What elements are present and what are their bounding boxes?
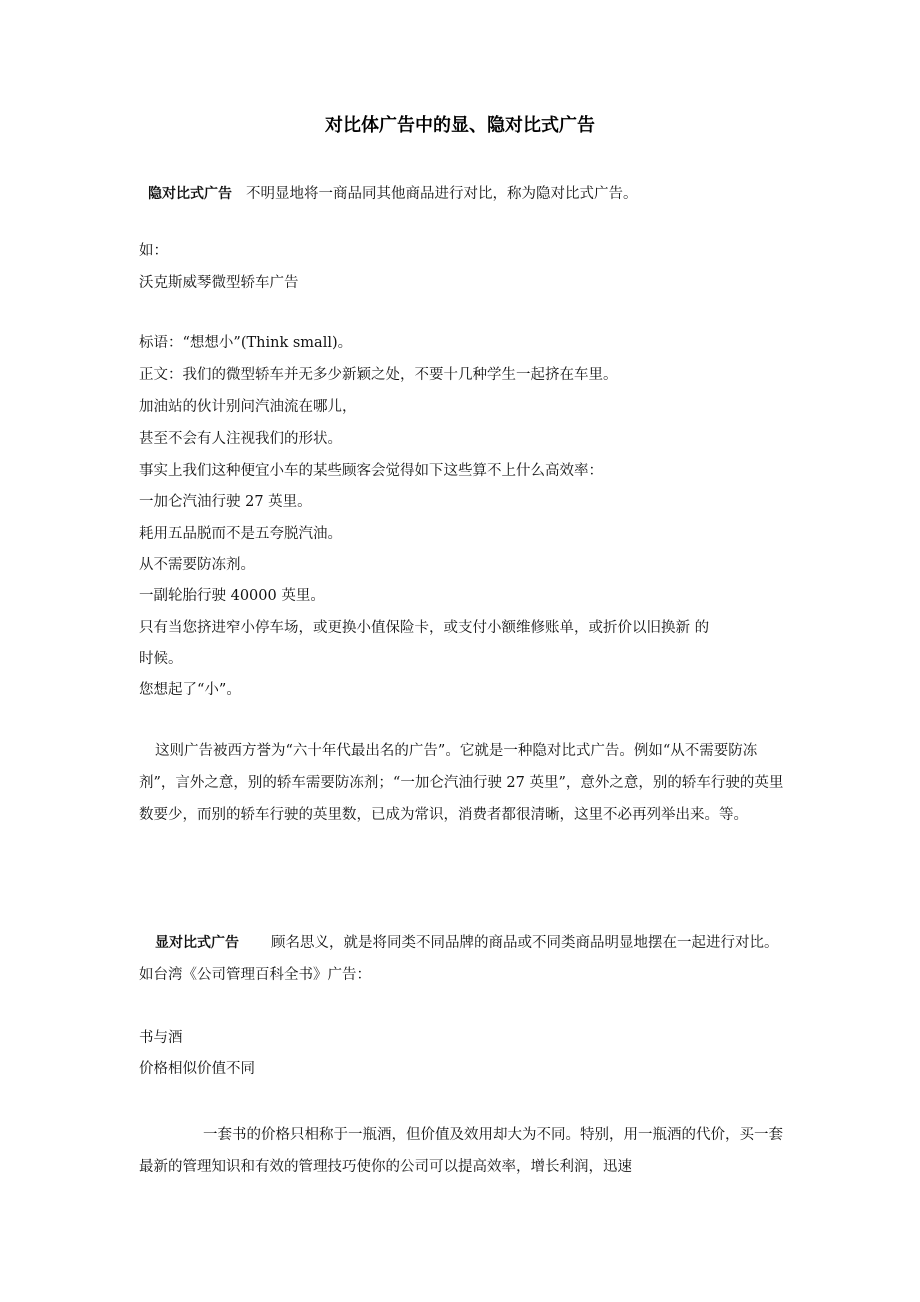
document-title: 对比体广告中的显、隐对比式广告 bbox=[325, 115, 595, 136]
ad-line: 时候。 bbox=[139, 651, 183, 667]
ad-headline-1: 书与酒 bbox=[139, 1030, 183, 1046]
implicit-definition bbox=[148, 178, 793, 210]
ad-line: 标语：“想想小”(Think small)。 bbox=[139, 335, 353, 351]
explicit-body: 一套书的价格只相称于一瓶酒，但价值及效用却大为不同。特别，用一瓶酒的代价，买一套最新的管理知识和有效的管理技巧使你的公司可以提高效率，增长利润，迅速 bbox=[139, 1127, 783, 1175]
ad-line: 从不需要防冻剂。 bbox=[139, 557, 255, 573]
ad-line: 您想起了“小”。 bbox=[139, 682, 241, 698]
implicit-term: 隐对比式广告 bbox=[148, 186, 232, 202]
explicit-term: 显对比式广告 bbox=[155, 935, 239, 951]
ad-headline-2: 价格相似价值不同 bbox=[139, 1061, 255, 1077]
ad-line: 甚至不会有人注视我们的形状。 bbox=[139, 431, 342, 447]
example-name: 沃克斯威琴微型轿车广告 bbox=[139, 275, 299, 291]
ad-line: 只有当您挤进窄小停车场，或更换小值保险卡，或支付小额维修账单，或折价以旧换新 的 bbox=[139, 620, 710, 636]
ad-line: 一副轮胎行驶 40000 英里。 bbox=[139, 588, 325, 604]
ad-line: 事实上我们这种便宜小车的某些顾客会觉得如下这些算不上什么高效率： bbox=[139, 463, 603, 479]
ad-line: 耗用五品脱而不是五夸脱汽油。 bbox=[139, 526, 342, 542]
ad-line: 一加仑汽油行驶 27 英里。 bbox=[139, 494, 312, 510]
ad-line: 加油站的伙计别问汽油流在哪儿， bbox=[139, 399, 357, 415]
implicit-definition-text: 不明显地将一商品同其他商品进行对比，称为隐对比式广告。 bbox=[246, 186, 638, 202]
ad-line: 正文：我们的微型轿车并无多少新颖之处，不要十几种学生一起挤在车里。 bbox=[139, 367, 618, 383]
implicit-analysis: 这则广告被西方誉为“六十年代最出名的广告”。它就是一种隐对比式广告。例如“从不需要防冻剂”，言外之意，别的轿车需要防冻剂；“一加仑汽油行驶 27 英里”，意外之意，别的轿车行驶的英里数要少，而别的轿车行驶的英里数，已成为常识，消费者都很清晰，这里不必再列举出来。等。 bbox=[139, 743, 784, 823]
explicit-definition-text: 顾名思义，就是将同类不同品牌的商品或不同类商品明显地摆在一起进行对比。如台湾《公司管理百科全书》广告： bbox=[139, 935, 779, 983]
explicit-definition bbox=[139, 927, 784, 991]
example-intro: 如： bbox=[139, 243, 168, 259]
